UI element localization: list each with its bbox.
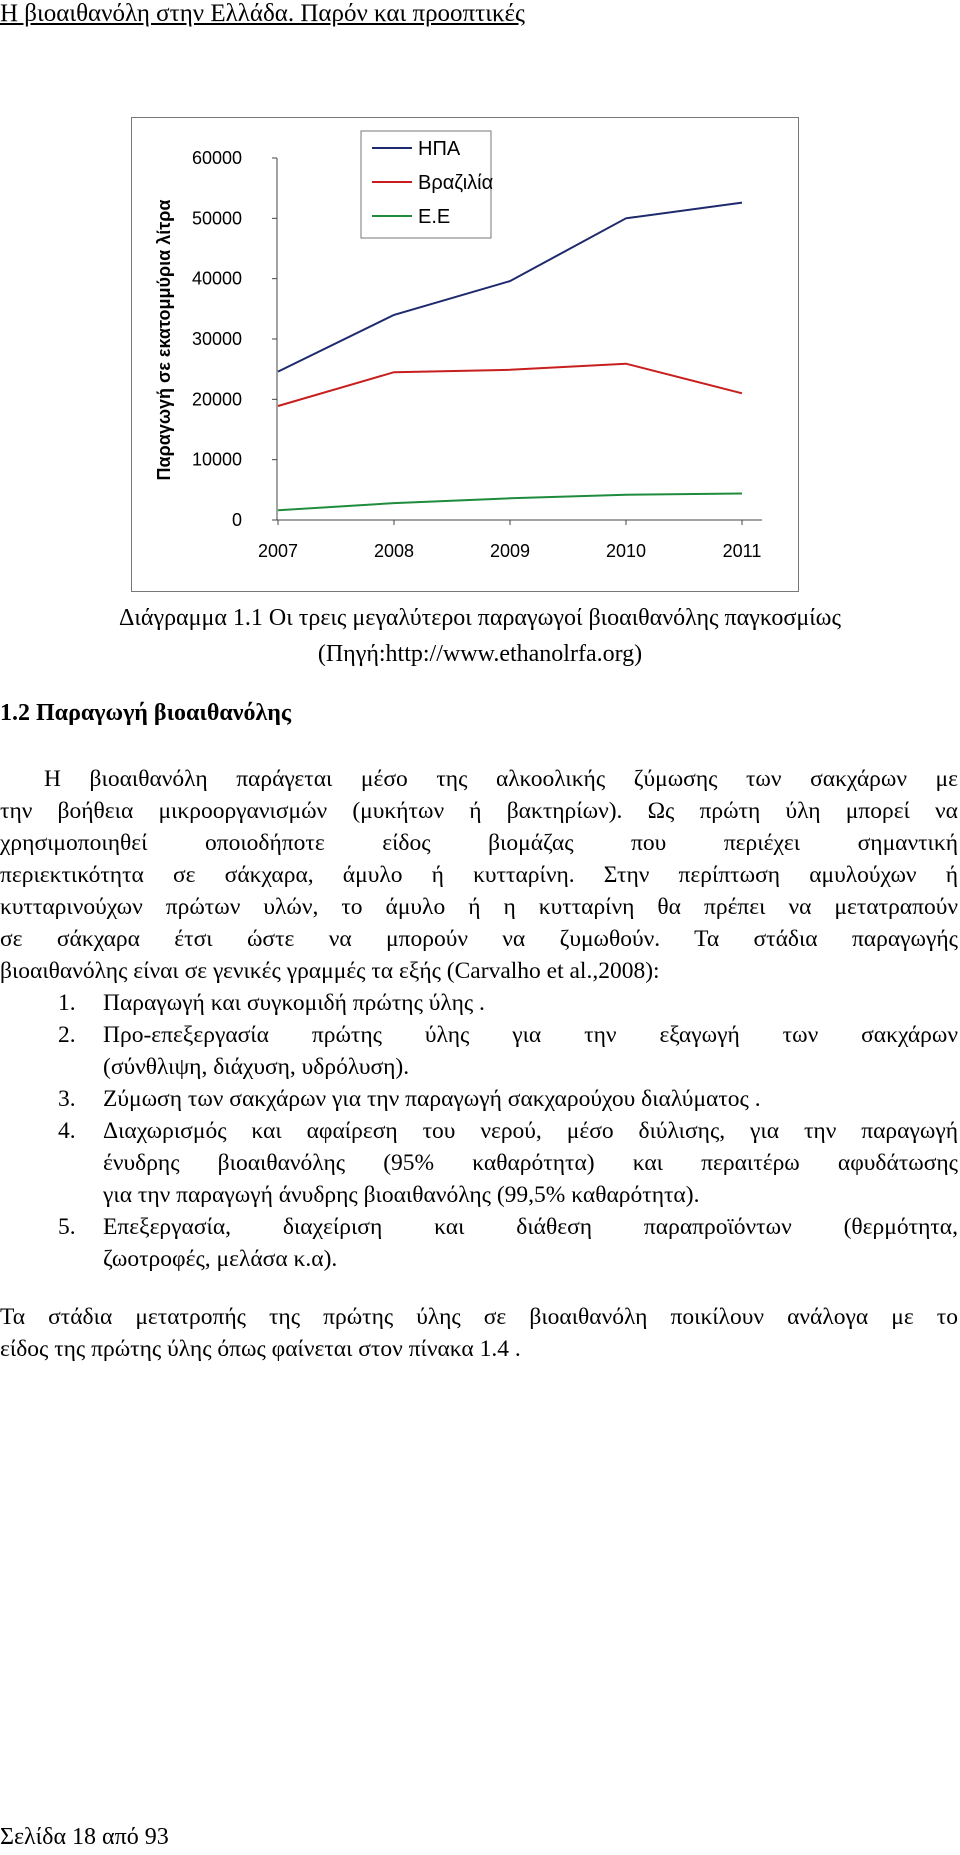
paragraph-line: χρησιμοποιηθεί οποιοδήποτε είδος βιομάζας που περιέχει σημαντική [0, 830, 958, 856]
y-axis-label: Παραγωγή σε εκατομμύρια λίτρα [154, 199, 174, 481]
y-tick-label: 40000 [191, 268, 242, 289]
x-tick-label: 2007 [257, 541, 299, 561]
production-chart [131, 117, 799, 592]
y-tick-label: 30000 [191, 329, 242, 349]
list-item-text: Επεξεργασία, διαχείριση και διάθεση παραπροϊόντων (θερμότητα, [103, 1214, 958, 1240]
figure-caption-source: (Πηγή:http://www.ethanolrfa.org) [317, 641, 643, 667]
paragraph-line: σε σάκχαρα έτσι ώστε να μπορούν να ζυμωθούν. Τα στάδια παραγωγής [0, 926, 958, 952]
production-steps-list [0, 987, 958, 1275]
y-tick-label: 10000 [191, 449, 242, 470]
y-tick-label: 60000 [191, 148, 242, 168]
list-item-text: Ζύμωση των σακχάρων για την παραγωγή σακχαρούχου διαλύματος . [103, 1086, 761, 1112]
paragraph-line: βιοαιθανόλης είναι σε γενικές γραμμές τα εξής (Carvalho et al.,2008): [0, 958, 660, 984]
list-item-text: (σύνθλιψη, διάχυση, υδρόλυση). [103, 1054, 410, 1080]
paragraph-line: Η βιοαιθανόλη παράγεται μέσο της αλκοολικής ζύμωσης των σακχάρων με [44, 766, 958, 792]
x-tick-label: 2008 [373, 541, 415, 561]
y-tick-label: 50000 [191, 208, 242, 229]
list-item-number: 3. [58, 1086, 76, 1112]
figure-caption-title: Διάγραμμα 1.1 Οι τρεις μεγαλύτεροι παραγωγοί βιοαιθανόλης παγκοσμίως [119, 605, 841, 631]
paragraph-line: Τα στάδια μετατροπής της πρώτης ύλης σε βιοαιθανόλη ποικίλουν ανάλογα με το [0, 1304, 958, 1330]
chart-legend [361, 131, 493, 238]
list-item-text: Προ-επεξεργασία πρώτης ύλης για την εξαγωγή των σακχάρων [103, 1022, 958, 1048]
x-tick-label: 2010 [605, 541, 647, 561]
series-line-ΗΠΑ [278, 203, 742, 372]
paragraph-line: κυτταρινούχων πρώτων υλών, το άμυλο ή η κυτταρίνη θα πρέπει να μετατραπούν [0, 894, 958, 920]
list-item-number: 4. [58, 1118, 76, 1144]
page-number-footer: Σελίδα 18 από 93 [0, 1824, 169, 1850]
list-item [0, 1115, 958, 1211]
list-item-text: Διαχωρισμός και αφαίρεση του νερού, μέσο διύλισης, για την παραγωγή [103, 1118, 958, 1144]
document-header: Η βιοαιθανόλη στην Ελλάδα. Παρόν και προοπτικές [0, 0, 525, 27]
y-tick-label: 20000 [191, 389, 242, 410]
list-item-text: ζωοτροφές, μελάσα κ.α). [103, 1246, 338, 1272]
list-item-number: 5. [58, 1214, 76, 1240]
paragraph-line: περιεκτικότητα σε σάκχαρα, άμυλο ή κυτταρίνη. Στην περίπτωση αμυλούχων ή [0, 862, 958, 888]
list-item-text: για την παραγωγή άνυδρης βιοαιθανόλης (99,5% καθαρότητα). [103, 1182, 700, 1208]
list-item [0, 1083, 958, 1115]
y-tick-label: 0 [231, 510, 242, 530]
list-item-number: 1. [58, 990, 76, 1016]
list-item [0, 987, 958, 1019]
intro-paragraph [0, 763, 958, 987]
list-item-text: Παραγωγή και συγκομιδή πρώτης ύλης . [103, 990, 485, 1016]
x-tick-label: 2011 [722, 541, 762, 561]
chart-svg [132, 118, 800, 593]
section-heading: 1.2 Παραγωγή βιοαιθανόλης [0, 700, 292, 726]
series-line-Ε.Ε [278, 494, 742, 511]
list-item-text: ένυδρης βιοαιθανόλης (95% καθαρότητα) και περαιτέρω αφυδάτωσης [103, 1150, 958, 1176]
legend-label: Ε.Ε [418, 206, 451, 228]
list-item-number: 2. [58, 1022, 76, 1048]
paragraph-line: είδος της πρώτης ύλης όπως φαίνεται στον πίνακα 1.4 . [0, 1336, 521, 1362]
legend-label: Βραζιλία [418, 172, 494, 194]
list-item [0, 1019, 958, 1083]
x-tick-label: 2009 [489, 541, 531, 561]
closing-paragraph [0, 1301, 958, 1365]
paragraph-line: την βοήθεια μικροοργανισμών (μυκήτων ή βακτηρίων). Ως πρώτη ύλη μπορεί να [0, 798, 958, 824]
series-line-Βραζιλία [278, 364, 742, 406]
legend-label: ΗΠΑ [418, 138, 461, 160]
list-item [0, 1211, 958, 1275]
